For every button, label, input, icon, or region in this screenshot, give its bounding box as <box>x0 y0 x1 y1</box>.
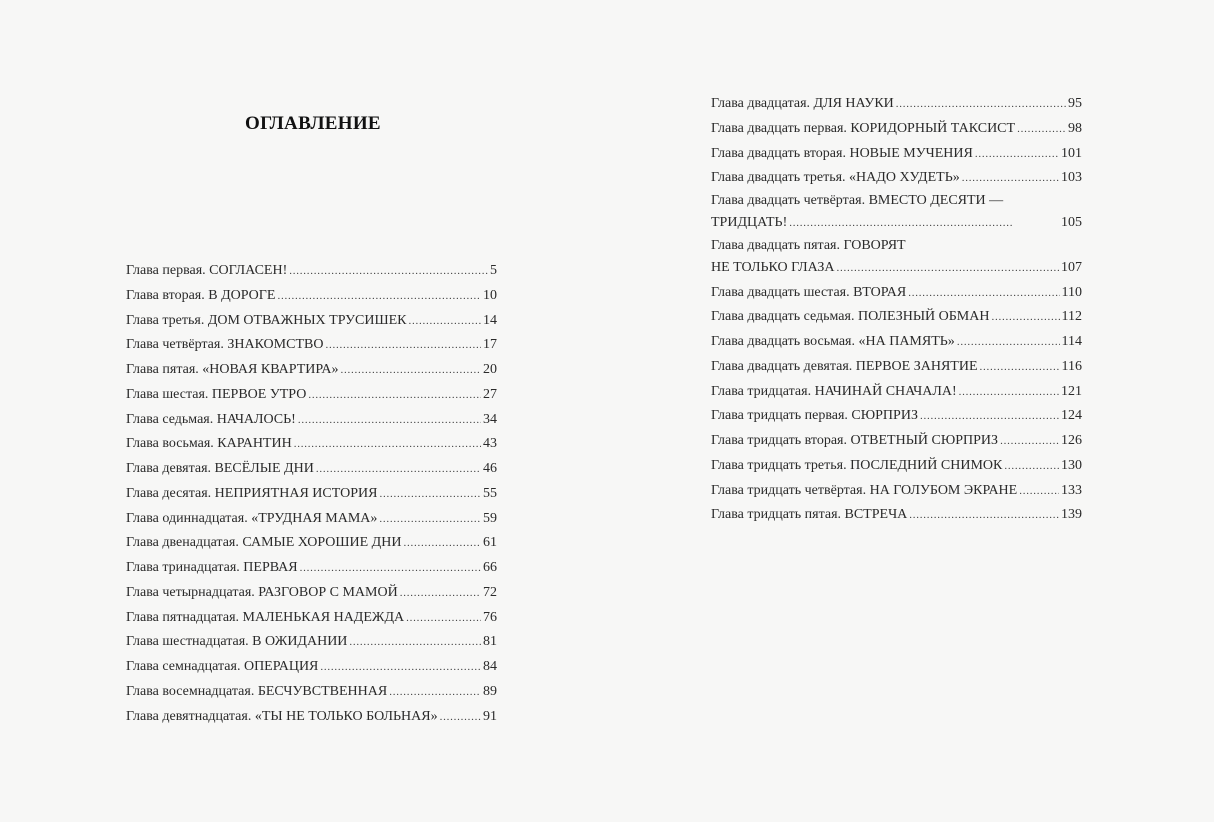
toc-entry-label: Глава шестая. ПЕРВОЕ УТРО <box>126 386 307 402</box>
toc-entry-label: Глава девятая. ВЕСЁЛЫЕ ДНИ <box>126 461 314 476</box>
toc-entry-page: 27 <box>483 386 497 402</box>
toc-dot-leader <box>1017 117 1066 142</box>
toc-entry-page: 17 <box>483 337 497 353</box>
toc-list-right <box>711 92 1082 528</box>
toc-entry-label: Глава тридцать вторая. ОТВЕТНЫЙ СЮРПРИЗ <box>711 433 999 448</box>
toc-entry-label: Глава четырнадцатая. РАЗГОВОР С МАМОЙ <box>126 584 398 600</box>
toc-dot-leader <box>320 655 481 680</box>
toc-entry[interactable] <box>711 330 1082 355</box>
toc-entry-label: Глава пятая. «НОВАЯ КВАРТИРА» <box>126 362 339 377</box>
toc-entry-page: 101 <box>1061 145 1082 161</box>
toc-entry-page: 72 <box>483 584 497 600</box>
toc-entry[interactable] <box>711 454 1082 479</box>
toc-dot-leader <box>409 309 482 334</box>
toc-dot-leader <box>341 358 481 383</box>
toc-entry-page: 95 <box>1068 96 1082 111</box>
toc-entry[interactable] <box>126 507 497 532</box>
toc-entry[interactable] <box>126 309 497 334</box>
toc-entry-label: Глава тридцать первая. СЮРПРИЗ <box>711 408 918 424</box>
toc-entry[interactable] <box>711 479 1082 504</box>
toc-entry-label: Глава восьмая. КАРАНТИН <box>126 436 292 452</box>
toc-dot-leader <box>277 284 481 309</box>
toc-entry-page: 76 <box>483 609 497 625</box>
toc-entry-page: 133 <box>1061 482 1082 498</box>
toc-entry-label: Глава тридцать четвёртая. НА ГОЛУБОМ ЭКРАНЕ <box>711 482 1018 498</box>
toc-dot-leader <box>325 333 481 358</box>
toc-dot-leader <box>294 432 481 457</box>
toc-entry-page: 20 <box>483 362 497 377</box>
toc-entry-label: Глава восемнадцатая. БЕСЧУВСТВЕННАЯ <box>126 683 388 699</box>
toc-entry[interactable] <box>711 236 1082 281</box>
toc-dot-leader <box>316 457 481 482</box>
toc-dot-leader <box>403 531 481 556</box>
toc-entry[interactable] <box>126 606 497 631</box>
toc-dot-leader <box>400 581 481 606</box>
toc-dot-leader <box>289 259 488 284</box>
toc-dot-leader <box>389 680 481 705</box>
toc-entry-page: 91 <box>483 708 497 724</box>
toc-entry-page: 98 <box>1068 120 1082 136</box>
toc-entry-page: 126 <box>1061 433 1082 448</box>
toc-dot-leader <box>980 355 1060 380</box>
toc-entry-page: 116 <box>1061 358 1082 374</box>
toc-entry[interactable] <box>126 284 497 309</box>
toc-entry[interactable] <box>711 404 1082 429</box>
toc-entry-label: Глава двадцать вторая. НОВЫЕ МУЧЕНИЯ <box>711 145 973 161</box>
toc-entry-page: 107 <box>1061 259 1082 275</box>
toc-dot-leader <box>379 507 481 532</box>
toc-entry-page: 112 <box>1061 309 1082 325</box>
toc-entry[interactable] <box>126 408 497 433</box>
toc-entry-label: Глава двенадцатая. САМЫЕ ХОРОШИЕ ДНИ <box>126 535 402 551</box>
toc-entry[interactable] <box>126 482 497 507</box>
toc-entry[interactable] <box>126 581 497 606</box>
toc-entry[interactable] <box>126 556 497 581</box>
toc-entry[interactable] <box>126 705 497 730</box>
toc-dot-leader <box>909 503 1059 528</box>
toc-entry-page: 105 <box>1061 215 1082 230</box>
toc-dot-leader <box>837 256 1060 281</box>
toc-entry-page: 110 <box>1061 284 1082 300</box>
toc-dot-leader <box>957 330 1060 355</box>
toc-entry-page: 139 <box>1061 507 1082 523</box>
toc-entry-label: Глава пятнадцатая. МАЛЕНЬКАЯ НАДЕЖДА <box>126 609 405 625</box>
toc-entry[interactable] <box>711 92 1082 117</box>
toc-dot-leader <box>1000 429 1059 454</box>
toc-entry[interactable] <box>126 630 497 655</box>
toc-entry[interactable] <box>711 117 1082 142</box>
toc-dot-leader <box>1004 454 1059 479</box>
toc-entry[interactable] <box>711 380 1082 405</box>
toc-title: ОГЛАВЛЕНИЕ <box>245 113 381 134</box>
toc-entry-label: Глава десятая. НЕПРИЯТНАЯ ИСТОРИЯ <box>126 485 378 501</box>
toc-entry-label: Глава девятнадцатая. «ТЫ НЕ ТОЛЬКО БОЛЬНАЯ» <box>126 708 438 724</box>
toc-entry[interactable] <box>711 166 1082 191</box>
toc-entry-page: 59 <box>483 510 497 526</box>
toc-entry-label: ТРИДЦАТЬ! <box>711 215 788 230</box>
toc-entry-page: 61 <box>483 535 497 551</box>
toc-dot-leader <box>991 305 1059 330</box>
toc-entry-page: 5 <box>490 263 497 278</box>
toc-entry-label: Глава тринадцатая. ПЕРВАЯ <box>126 560 298 575</box>
toc-dot-leader <box>975 142 1059 167</box>
toc-entry-label: Глава четвёртая. ЗНАКОМСТВО <box>126 337 324 353</box>
toc-entry[interactable] <box>126 457 497 482</box>
toc-dot-leader <box>406 606 481 631</box>
toc-entry-page: 14 <box>483 312 497 328</box>
toc-entry-label: Глава тридцатая. НАЧИНАЙ СНАЧАЛА! <box>711 383 957 399</box>
toc-entry-page: 66 <box>483 560 497 575</box>
toc-entry-page: 81 <box>483 634 497 650</box>
toc-entry-page: 34 <box>483 411 497 427</box>
toc-entry-label: Глава двадцать восьмая. «НА ПАМЯТЬ» <box>711 334 955 349</box>
toc-entry[interactable] <box>126 383 497 408</box>
toc-entry[interactable] <box>711 142 1082 167</box>
toc-entry[interactable] <box>126 432 497 457</box>
toc-entry-page: 10 <box>483 287 497 303</box>
toc-dot-leader <box>308 383 481 408</box>
toc-dot-leader <box>300 556 481 581</box>
toc-entry[interactable] <box>126 358 497 383</box>
toc-entry-page: 121 <box>1061 383 1082 399</box>
toc-dot-leader <box>1019 479 1059 504</box>
toc-entry-label: Глава двадцатая. ДЛЯ НАУКИ <box>711 96 894 111</box>
toc-entry-page: 103 <box>1061 170 1082 186</box>
toc-entry-label: Глава двадцать третья. «НАДО ХУДЕТЬ» <box>711 170 960 186</box>
toc-entry-label: Глава тридцать пятая. ВСТРЕЧА <box>711 507 908 523</box>
toc-dot-leader <box>896 92 1066 117</box>
toc-entry[interactable] <box>126 333 497 358</box>
toc-dot-leader <box>908 281 1059 306</box>
toc-entry-label: Глава вторая. В ДОРОГЕ <box>126 287 276 303</box>
toc-entry-page: 114 <box>1061 334 1082 349</box>
toc-entry[interactable] <box>711 305 1082 330</box>
toc-entry-page: 46 <box>483 461 497 476</box>
toc-entry-label: Глава третья. ДОМ ОТВАЖНЫХ ТРУСИШЕК <box>126 312 407 328</box>
toc-entry[interactable] <box>126 655 497 680</box>
toc-entry-label: Глава двадцать шестая. ВТОРАЯ <box>711 284 907 300</box>
toc-entry-label-line1: Глава двадцать четвёртая. ВМЕСТО ДЕСЯТИ — <box>711 193 1004 208</box>
toc-entry-label: Глава двадцать седьмая. ПОЛЕЗНЫЙ ОБМАН <box>711 309 990 325</box>
toc-entry[interactable] <box>711 281 1082 306</box>
toc-entry[interactable] <box>711 355 1082 380</box>
toc-entry[interactable] <box>126 680 497 705</box>
right-page <box>607 0 1214 822</box>
toc-entry-label: Глава семнадцатая. ОПЕРАЦИЯ <box>126 659 319 674</box>
toc-entry-page: 55 <box>483 485 497 501</box>
toc-dot-leader <box>349 630 481 655</box>
toc-entry-label: Глава двадцать девятая. ПЕРВОЕ ЗАНЯТИЕ <box>711 358 978 374</box>
toc-dot-leader <box>379 482 481 507</box>
toc-list-left <box>126 259 497 729</box>
toc-entry-label-line1: Глава двадцать пятая. ГОВОРЯТ <box>711 237 906 253</box>
toc-dot-leader <box>440 705 481 730</box>
toc-entry-page: 89 <box>483 683 497 699</box>
toc-entry-page: 84 <box>483 659 497 674</box>
toc-entry[interactable] <box>711 503 1082 528</box>
toc-entry[interactable] <box>711 191 1082 236</box>
toc-entry-label: Глава тридцать третья. ПОСЛЕДНИЙ СНИМОК <box>711 457 1003 473</box>
toc-entry-label: Глава двадцать первая. КОРИДОРНЫЙ ТАКСИСТ <box>711 120 1016 136</box>
toc-dot-leader <box>298 408 481 433</box>
toc-entry-label: НЕ ТОЛЬКО ГЛАЗА <box>711 259 835 275</box>
toc-entry-label: Глава седьмая. НАЧАЛОСЬ! <box>126 411 296 427</box>
toc-entry-page: 43 <box>483 436 497 452</box>
toc-entry[interactable] <box>711 429 1082 454</box>
toc-entry-page: 130 <box>1061 457 1082 473</box>
toc-dot-leader <box>959 380 1059 405</box>
toc-dot-leader <box>789 211 1059 236</box>
toc-dot-leader <box>920 404 1059 429</box>
toc-entry-label: Глава одиннадцатая. «ТРУДНАЯ МАМА» <box>126 510 378 526</box>
toc-entry[interactable] <box>126 259 497 284</box>
toc-entry-label: Глава первая. СОГЛАСЕН! <box>126 263 288 278</box>
toc-entry[interactable] <box>126 531 497 556</box>
toc-entry-label: Глава шестнадцатая. В ОЖИДАНИИ <box>126 634 348 650</box>
toc-dot-leader <box>962 166 1059 191</box>
toc-entry-page: 124 <box>1061 408 1082 424</box>
